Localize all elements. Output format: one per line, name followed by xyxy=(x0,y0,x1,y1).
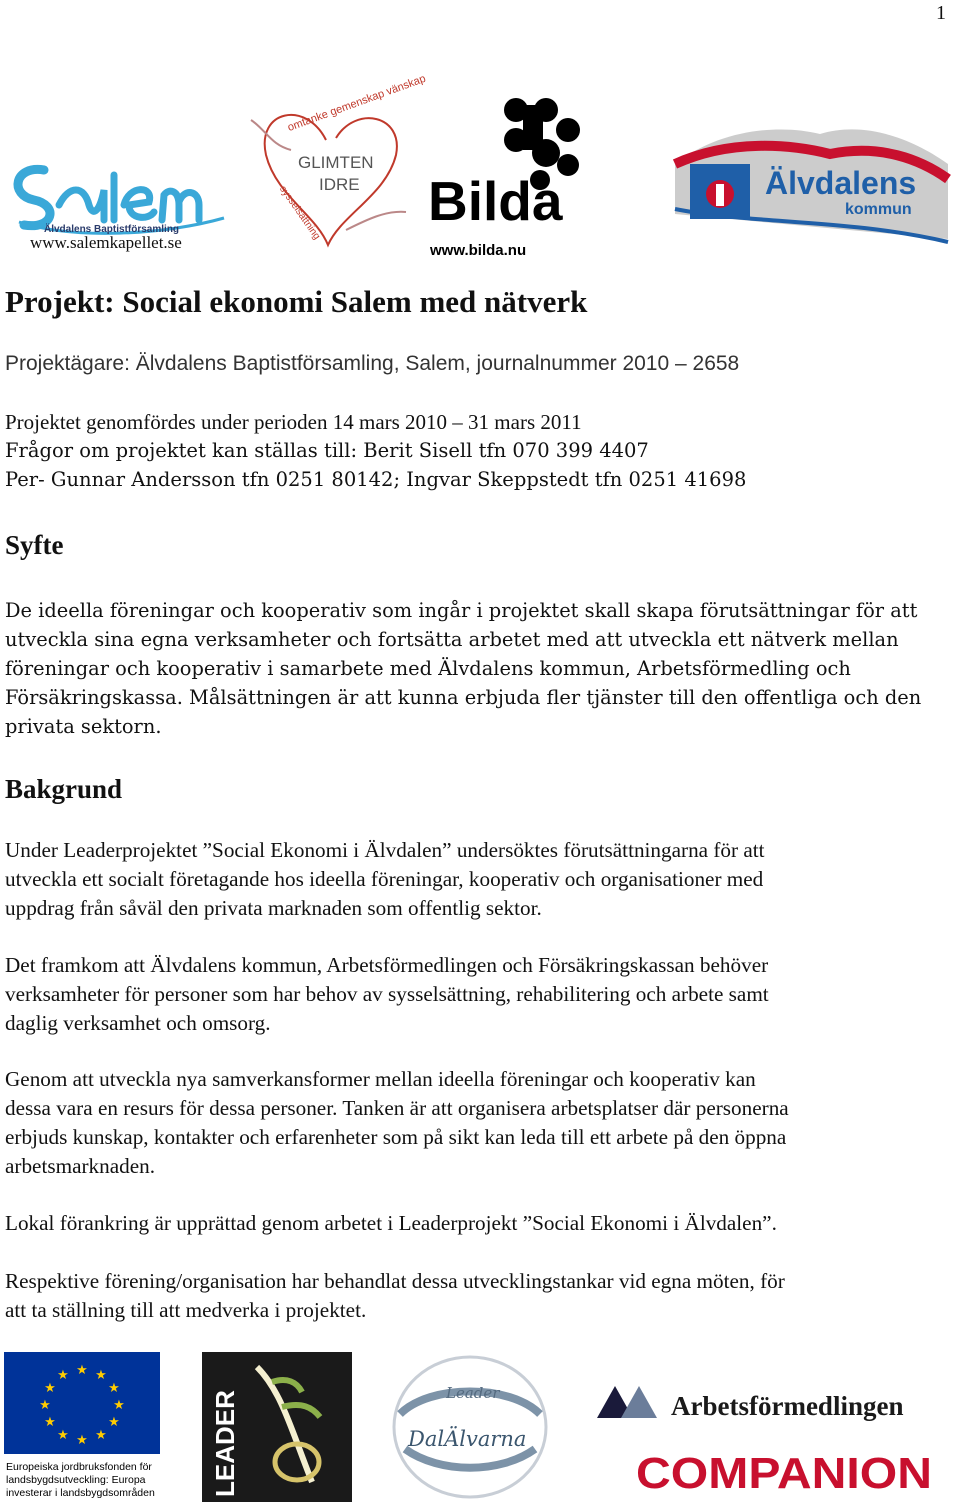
eu-star-icon: ★ xyxy=(95,1428,107,1443)
eu-star-icon: ★ xyxy=(113,1398,125,1413)
bakgrund-line: dessa vara en resurs för dessa personer. Tanken är att organisera arbetsplatser där personerna xyxy=(5,1096,789,1120)
contacts-line-1: Frågor om projektet kan ställas till: Berit Sisell tfn 070 399 4407 xyxy=(5,439,649,462)
eu-star-icon: ★ xyxy=(108,1415,120,1430)
companion-text: COMPANION xyxy=(636,1449,932,1498)
leader-dalalvarna-logo xyxy=(390,1354,550,1500)
leader-logo-text: LEADER xyxy=(210,1390,240,1497)
page-number: 1 xyxy=(936,2,946,24)
bakgrund-line: arbetsmarknaden. xyxy=(5,1154,156,1178)
dalalvarna-top-text: Leader xyxy=(446,1384,500,1402)
bakgrund-paragraph-5 xyxy=(5,1267,935,1325)
bakgrund-line: erbjuds kunskap, kontakter och erfarenheter som på sikt kan leda till ett arbete på den öppna xyxy=(5,1125,787,1149)
syfte-line: utveckla sina egna verksamheter och fortsätta arbetet med att utveckla ett nätverk mellan xyxy=(5,628,899,651)
eu-star-icon: ★ xyxy=(95,1368,107,1383)
bilda-url: www.bilda.nu xyxy=(430,242,527,259)
eu-flag-logo xyxy=(4,1352,160,1504)
syfte-line: föreningar och kooperativ i samarbete med Älvdalens kommun, Arbetsförmedling och xyxy=(5,657,851,680)
bilda-logo-text: Bilda xyxy=(428,170,563,232)
eu-text-line3: investerar i landsbygdsområden xyxy=(6,1487,155,1499)
contacts-line-2: Per- Gunnar Andersson tfn 0251 80142; Ingvar Skeppstedt tfn 0251 41698 xyxy=(5,468,747,491)
page-title: Projekt: Social ekonomi Salem med nätverk xyxy=(5,284,588,319)
bakgrund-paragraph-4 xyxy=(5,1209,935,1238)
bakgrund-line: Lokal förankring är upprättad genom arbetet i Leaderprojekt ”Social Ekonomi i Älvdalen”. xyxy=(5,1211,777,1235)
syfte-line: Försäkringskassa. Målsättningen är att kunna erbjuda fler tjänster till den offentliga och den xyxy=(5,686,922,709)
bakgrund-line: verksamheter för personer som har behov av sysselsättning, rehabilitering och arbete samt xyxy=(5,982,769,1006)
eu-star-icon: ★ xyxy=(57,1428,69,1443)
salem-url: www.salemkapellet.se xyxy=(30,233,182,252)
eu-star-icon: ★ xyxy=(44,1381,56,1396)
syfte-heading: Syfte xyxy=(5,530,64,560)
eu-text-line1: Europeiska jordbruksfonden för xyxy=(6,1461,152,1473)
alvdalens-logo-sub: kommun xyxy=(845,201,912,218)
bakgrund-line: Det framkom att Älvdalens kommun, Arbetsförmedlingen och Försäkringskassan behöver xyxy=(5,953,769,977)
bilda-logo xyxy=(428,95,588,260)
eu-star-icon: ★ xyxy=(57,1368,69,1383)
salem-logo-subtitle: Älvdalens Baptistförsamling xyxy=(44,224,180,235)
glimten-idre-logo xyxy=(246,72,428,250)
syfte-paragraph xyxy=(5,596,935,741)
bakgrund-paragraph-2 xyxy=(5,951,935,1038)
bakgrund-line: utveckla ett socialt företagande hos ideella föreningar, kooperativ och organisationer med xyxy=(5,867,764,891)
alvdalens-logo-text: Älvdalens xyxy=(765,165,917,201)
project-owner: Projektägare: Älvdalens Baptistförsamling, Salem, journalnummer 2010 – 2658 xyxy=(5,352,740,375)
eu-star-icon: ★ xyxy=(39,1398,51,1413)
bakgrund-line: att ta ställning till att medverka i projektet. xyxy=(5,1298,367,1322)
eu-star-icon: ★ xyxy=(76,1363,88,1378)
bakgrund-line: uppdrag från såväl den privata marknaden som offentlig sektor. xyxy=(5,896,542,920)
project-period: Projektet genomfördes under perioden 14 mars 2010 – 31 mars 2011 xyxy=(5,410,582,434)
bakgrund-line: Genom att utveckla nya samverkansformer mellan ideella föreningar och kooperativ kan xyxy=(5,1067,756,1091)
eu-star-icon: ★ xyxy=(44,1415,56,1430)
eu-text-line2: landsbygdsutveckling: Europa xyxy=(6,1474,146,1486)
bakgrund-heading: Bakgrund xyxy=(5,774,123,804)
bakgrund-paragraph-1 xyxy=(5,836,935,923)
arbetsformedlingen-text: Arbetsförmedlingen xyxy=(671,1391,904,1421)
syfte-line: De ideella föreningar och kooperativ som ingår i projektet skall skapa förutsättningar för att xyxy=(5,599,918,622)
glimten-arc-text: omtanke gemenskap vänskap xyxy=(286,72,428,134)
companion-logo xyxy=(636,1440,936,1500)
alvdalens-kommun-logo xyxy=(670,124,950,244)
glimten-line1: GLIMTEN xyxy=(298,153,374,172)
syfte-line: privata sektorn. xyxy=(5,715,162,738)
salem-logo xyxy=(4,150,229,240)
bakgrund-line: daglig verksamhet och omsorg. xyxy=(5,1011,271,1035)
leader-logo xyxy=(202,1352,352,1502)
bakgrund-line: Under Leaderprojektet ”Social Ekonomi i Älvdalen” undersöktes förutsättningarna för att xyxy=(5,838,765,862)
eu-star-icon: ★ xyxy=(108,1381,120,1396)
bakgrund-line: Respektive förening/organisation har behandlat dessa utvecklingstankar vid egna möten, för xyxy=(5,1269,785,1293)
glimten-line2: IDRE xyxy=(319,175,360,194)
dalalvarna-bottom-text: DalÄlvarna xyxy=(408,1427,527,1451)
arbetsformedlingen-logo xyxy=(595,1378,957,1428)
bakgrund-paragraph-3 xyxy=(5,1065,935,1181)
glimten-arc-text-2: sysselsättning xyxy=(277,184,323,242)
eu-star-icon: ★ xyxy=(76,1433,88,1448)
